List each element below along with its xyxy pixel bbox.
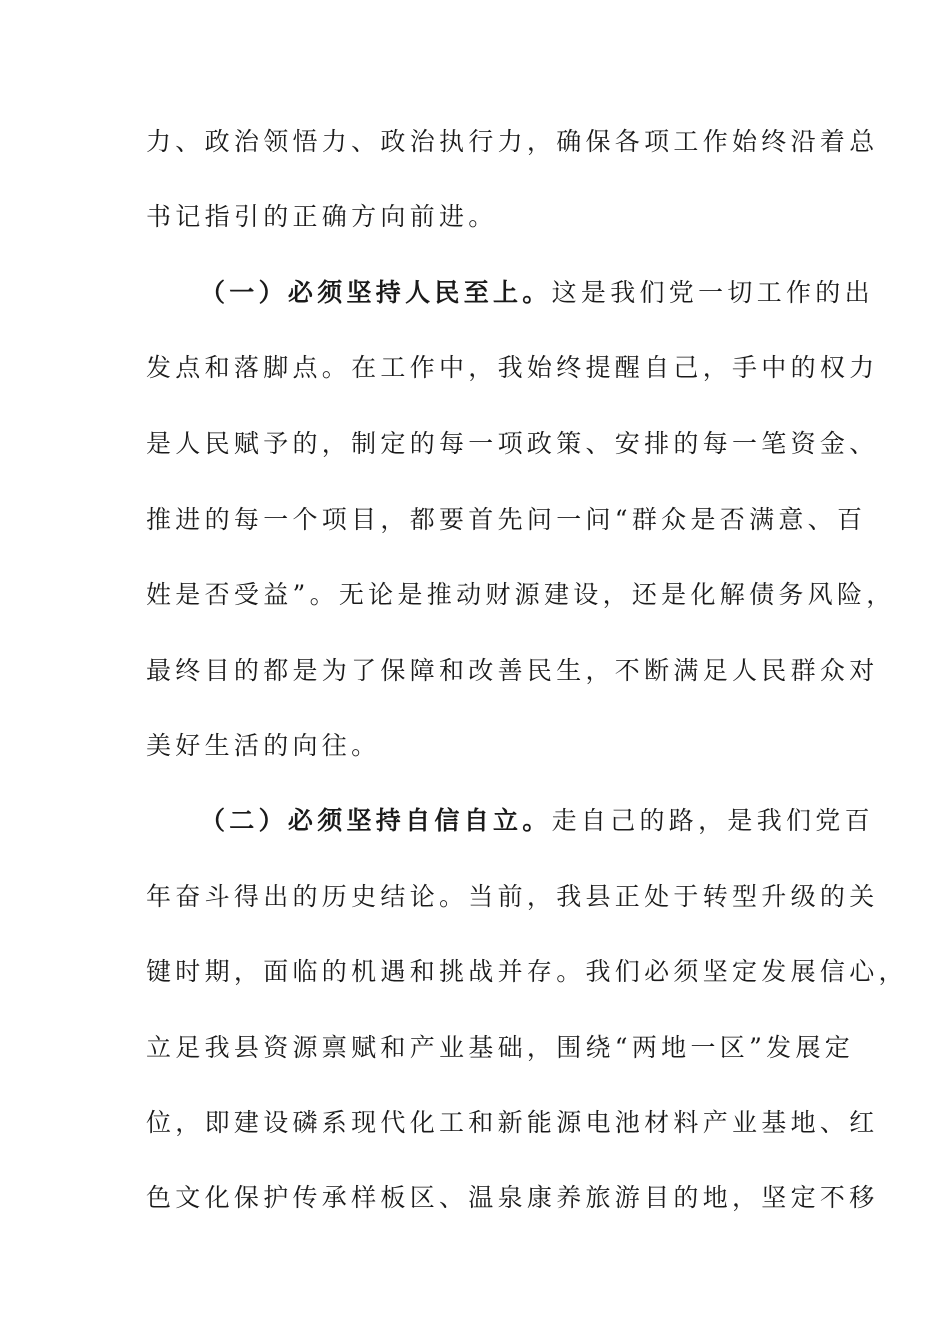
text-line: 书记指引的正确方向前进。 — [146, 202, 498, 231]
section-heading-1 — [200, 273, 874, 313]
text-line: 力、政治领悟力、政治执行力，确保各项工作始终沿着总 — [146, 127, 879, 156]
text-line: 位，即建设磷系现代化工和新能源电池材料产业基地、红 — [146, 1108, 879, 1137]
section-title-2: （二）必须坚持自信自立。 — [200, 806, 552, 835]
text-line: 美好生活的向往。 — [146, 731, 381, 760]
section-heading-2 — [200, 801, 874, 841]
section-lead-text-2: 走自己的路，是我们党百 — [551, 806, 874, 835]
text-line: 最终目的都是为了保障和改善民生，不断满足人民群众对 — [146, 656, 879, 685]
section-title-1: （一）必须坚持人民至上。 — [200, 278, 552, 307]
text-line: 年奋斗得出的历史结论。当前，我县正处于转型升级的关 — [146, 882, 879, 911]
text-line: 键时期，面临的机遇和挑战并存。我们必须坚定发展信心， — [146, 957, 908, 986]
text-line: 是人民赋予的，制定的每一项政策、安排的每一笔资金、 — [146, 429, 879, 458]
text-line: 色文化保护传承样板区、温泉康养旅游目的地，坚定不移 — [146, 1183, 879, 1212]
text-line: 姓是否受益”。无论是推动财源建设，还是化解债务风险， — [146, 580, 896, 609]
text-line: 发点和落脚点。在工作中，我始终提醒自己，手中的权力 — [146, 353, 879, 382]
section-lead-text-1: 这是我们党一切工作的出 — [551, 278, 874, 307]
text-line: 立足我县资源禀赋和产业基础，围绕“两地一区”发展定 — [146, 1033, 855, 1062]
text-line: 推进的每一个项目，都要首先问一问“群众是否满意、百 — [146, 505, 867, 534]
